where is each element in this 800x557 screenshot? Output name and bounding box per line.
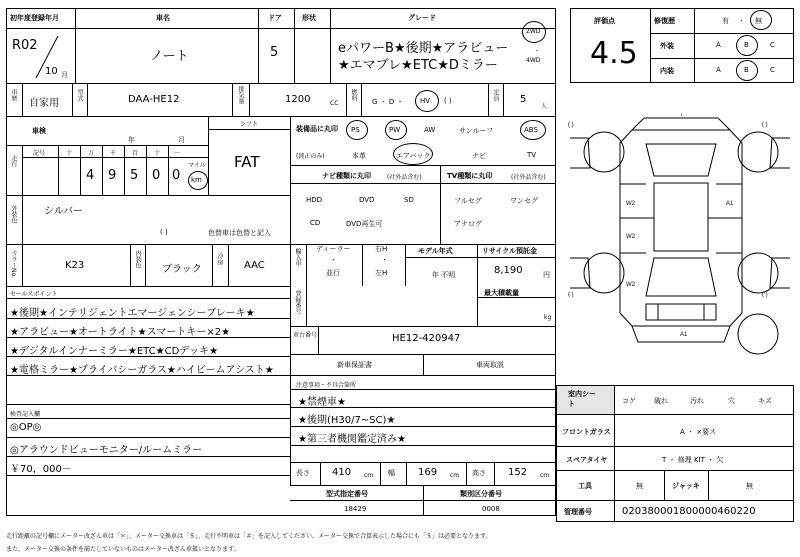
note-2: ★後期(H30/7~SC)★ xyxy=(298,415,396,426)
color-note: 色替車は色替と記入 xyxy=(208,229,271,237)
len-label: 長さ xyxy=(296,469,310,477)
equip-airbag: エアバック xyxy=(396,152,431,160)
seat-label: 室内シート xyxy=(568,390,596,408)
diagram-w2-1: W2 xyxy=(626,201,635,207)
color-no-label: カラーNo. xyxy=(10,250,17,278)
equip-leather: 本革 xyxy=(352,152,366,160)
code-label: 記号 xyxy=(33,150,46,157)
tv-label: TV種類に丸印 xyxy=(447,172,493,180)
disp-unit: CC xyxy=(330,100,339,107)
sales-line-4: ★電格ミラー★プライバシーガラス★ハイビームアシスト★ xyxy=(10,365,274,376)
ac-label: 冷房 xyxy=(216,253,223,265)
diagram-a1-2: A1 xyxy=(680,332,688,338)
mgmt-label: 管理番号 xyxy=(564,508,592,516)
model-year-label: モデル年式 xyxy=(418,247,453,255)
sales-label: セールスポイント xyxy=(10,291,58,298)
recycle-label: リサイクル預託金 xyxy=(482,247,538,255)
glass-label: フロントガラス xyxy=(562,428,611,436)
seat-kizu: キズ xyxy=(758,397,772,405)
shape-label: 形状 xyxy=(302,14,316,22)
digit-0: 4 xyxy=(86,168,95,183)
diagram-w2-3: W2 xyxy=(626,282,635,288)
door-count: 5 xyxy=(270,45,279,60)
seat-ana: 穴 xyxy=(728,397,735,405)
check-label: 検査記入欄 xyxy=(10,411,41,418)
navi-cd: CD xyxy=(310,219,321,227)
reg-month-unit: 月 xyxy=(61,71,68,79)
chassis-label: 車台番号 xyxy=(293,332,318,339)
outer-frame-left xyxy=(6,8,556,516)
check-line-3: ￥70，000－ xyxy=(10,464,72,475)
mile-label: マイル xyxy=(188,162,206,169)
tv-analog: アナログ xyxy=(454,220,482,228)
note-3: ★第三者機関鑑定済み★ xyxy=(298,434,406,445)
reg-year: R02 xyxy=(12,38,38,53)
fuel-paren: ( ) xyxy=(444,97,452,105)
door-label: ドア xyxy=(268,14,282,22)
km-label: km xyxy=(191,176,202,184)
equip-label: 装備品に丸印 xyxy=(296,125,338,133)
inspect-label: 車検 xyxy=(32,127,46,135)
equip-pw: PW xyxy=(389,126,401,134)
notes-label: 注意事項・不具合箇所 xyxy=(296,382,357,389)
navi-label: ナビ種類に丸印 xyxy=(322,172,371,180)
equip-tv: TV xyxy=(527,151,537,159)
cap-unit: 人 xyxy=(541,103,548,110)
shift-label: シフト xyxy=(240,121,259,128)
shift-value: FAT xyxy=(234,153,260,171)
car-name: ノート xyxy=(150,49,189,64)
glass-value: A ・ ×要ス xyxy=(680,428,717,436)
parallel: 並行 xyxy=(326,269,340,277)
diagram-paren-2: ( ) xyxy=(762,122,768,128)
tv-sub: (社外品含む) xyxy=(511,174,546,181)
jack-label: ジャッキ xyxy=(672,482,700,490)
repair-no: 無 xyxy=(755,17,762,25)
grade-line2: ★エマブレ★ETC★Dミラー xyxy=(338,58,498,73)
navi-dvdplay: DVD再生可 xyxy=(346,220,383,228)
repair-yes: 有 xyxy=(722,17,729,25)
digit-2: 5 xyxy=(130,168,139,183)
navi-dvd: DVD xyxy=(359,196,375,204)
navi-sd: SD xyxy=(404,196,414,204)
drive-4wd: 4WD xyxy=(526,57,541,64)
diagram-paren-1: ( ) xyxy=(568,122,574,128)
sales-line-3: ★デジタルインナーミラー★ETC★CDデッキ★ xyxy=(10,346,219,357)
check-line-1: ◎OP◎ xyxy=(10,422,42,433)
inspect-year: 年 xyxy=(128,136,135,144)
spare-value: T ・ 修理 KIT ・ 欠 xyxy=(662,456,724,464)
equip-sunroof: サンルーフ xyxy=(459,127,494,135)
import-label: 輸入車 xyxy=(294,248,301,266)
interior-color-label: 内装色 xyxy=(134,250,141,268)
interior-label: 内装 xyxy=(660,67,674,75)
digit-1: 9 xyxy=(108,168,117,183)
warranty: 新車保証書 xyxy=(337,361,372,369)
color-value: シルバー xyxy=(44,206,84,217)
hgt-label: 高さ xyxy=(472,469,486,477)
disp-label: 排気量 xyxy=(237,86,244,104)
car-name-label: 車名 xyxy=(156,14,170,22)
left-hand: 左H xyxy=(375,269,388,277)
digit-label-3: 百 xyxy=(132,150,139,157)
sales-line-2: ★アラビュー★オートライト★スマートキー×2★ xyxy=(10,327,231,338)
max-load-unit: kg xyxy=(544,314,552,321)
regno-label: 登録番号 xyxy=(294,290,301,314)
wid-value: 169 xyxy=(418,467,438,478)
digit-label-0: 十 xyxy=(66,150,73,157)
use-value: 自家用 xyxy=(29,98,59,109)
class-label: 類別区分番号 xyxy=(460,490,502,498)
first-reg-label: 初年度登録年月 xyxy=(10,14,59,22)
model-year: 年 不明 xyxy=(432,271,456,279)
diagram-a1-1: A1 xyxy=(726,201,734,207)
exterior-label: 外装 xyxy=(660,42,674,50)
digit-label-5: 一 xyxy=(174,150,181,157)
cap-value: 5 xyxy=(520,94,527,105)
type-value: 18429 xyxy=(344,505,367,513)
mileage-label: 走行 xyxy=(10,155,17,167)
diagram-w2-2: W2 xyxy=(626,234,635,240)
score-value: 4.5 xyxy=(590,36,638,71)
check-line-2: ◎アラウンドビューモニター/ルームミラー xyxy=(10,445,203,456)
color-no: K23 xyxy=(65,260,85,271)
inspect-month: 月 xyxy=(178,136,185,144)
color-paren: ( ) xyxy=(160,228,168,236)
diagram-paren-3: ( ) xyxy=(568,292,574,298)
class-value: 0008 xyxy=(482,505,500,513)
fuel-label: 燃料 xyxy=(350,89,357,101)
hgt-value: 152 xyxy=(508,467,528,478)
footer-line-1: 走行距離の記号欄にメーター改ざん車は「＊」、メーター交換車は「＄」、走行不明車は「＃」を記入してください。メーター交換で合算表示した場合にも「＄」は必要となります。 xyxy=(6,533,492,540)
type-label: 型式指定番号 xyxy=(326,490,368,498)
seat-yogore: 汚れ xyxy=(690,397,704,405)
right-hand: 右H xyxy=(375,245,388,253)
fuel-gd: G ・ D ・ xyxy=(372,98,404,106)
digit-3: 0 xyxy=(152,168,161,183)
tv-fullseg: フルセグ xyxy=(454,197,482,205)
digit-4: 0 xyxy=(172,168,181,183)
exterior-grade: B xyxy=(744,41,749,49)
footer-line-2: また、メーター交換の条件を満たしていないものはメーター改ざん車扱いとなります。 xyxy=(6,546,240,553)
chassis-value: HE12-420947 xyxy=(392,333,461,344)
max-load-label: 最大積載量 xyxy=(484,289,519,297)
equip-abs: ABS xyxy=(524,126,538,134)
digit-label-2: 千 xyxy=(110,150,117,157)
fuel-hv: HV xyxy=(420,97,431,105)
equip-navi: ナビ xyxy=(472,152,486,160)
use-label: 車歴 xyxy=(10,89,17,101)
cap-label: 定員 xyxy=(492,89,499,101)
interior-grade: B xyxy=(744,66,749,74)
mgmt-value: 020380001800000460220 xyxy=(622,506,756,517)
seat-yabure: 破れ xyxy=(654,397,668,405)
repair-label: 修復歴 xyxy=(654,17,675,25)
len-value: 410 xyxy=(332,467,352,478)
model-value: DAA-HE12 xyxy=(128,94,180,105)
reg-month: 10 xyxy=(45,66,58,77)
wid-label: 幅 xyxy=(388,469,395,477)
digit-label-1: 万 xyxy=(88,150,95,157)
drive-2wd: 2WD xyxy=(526,28,541,35)
diagram-paren-4: ( ) xyxy=(762,292,768,298)
score-label: 評価点 xyxy=(594,17,615,25)
tool-value: 無 xyxy=(636,482,643,490)
tv-oneseg: ワンセグ xyxy=(510,197,538,205)
sales-line-1: ★後期★インテリジェントエマージェンシーブレーキ★ xyxy=(10,308,255,319)
grade-line1: eパワーB★後期★アラビュー xyxy=(338,41,509,56)
grade-label: グレード xyxy=(408,14,436,22)
model-label: 型式 xyxy=(76,89,83,101)
equip-ps: PS xyxy=(351,126,360,134)
navi-sub: (社外品含む) xyxy=(387,174,422,181)
seat-koge: コゲ xyxy=(622,397,636,405)
color-label: 外装色 xyxy=(10,205,17,223)
tool-label: 工具 xyxy=(578,482,592,490)
disp-value: 1200 xyxy=(285,94,311,105)
recycle-unit: 円 xyxy=(543,271,550,279)
interior-color: ブラック xyxy=(162,264,202,275)
jack-value: 無 xyxy=(746,482,753,490)
equip-sub: (純正のみ) xyxy=(296,153,325,160)
dealer: ディーラー xyxy=(316,245,351,253)
navi-hdd: HDD xyxy=(306,196,323,204)
manual: 車両取説 xyxy=(476,361,504,369)
ac-value: AAC xyxy=(244,260,265,271)
equip-aw: AW xyxy=(424,126,436,134)
car-damage-diagram xyxy=(562,108,798,378)
note-1: ★禁煙車★ xyxy=(298,397,346,408)
spare-label: スペアタイヤ xyxy=(566,456,608,464)
diagram-arrow-top: ↓ xyxy=(680,112,683,118)
recycle-value: 8,190 xyxy=(494,265,523,276)
digit-label-4: 十 xyxy=(154,150,161,157)
